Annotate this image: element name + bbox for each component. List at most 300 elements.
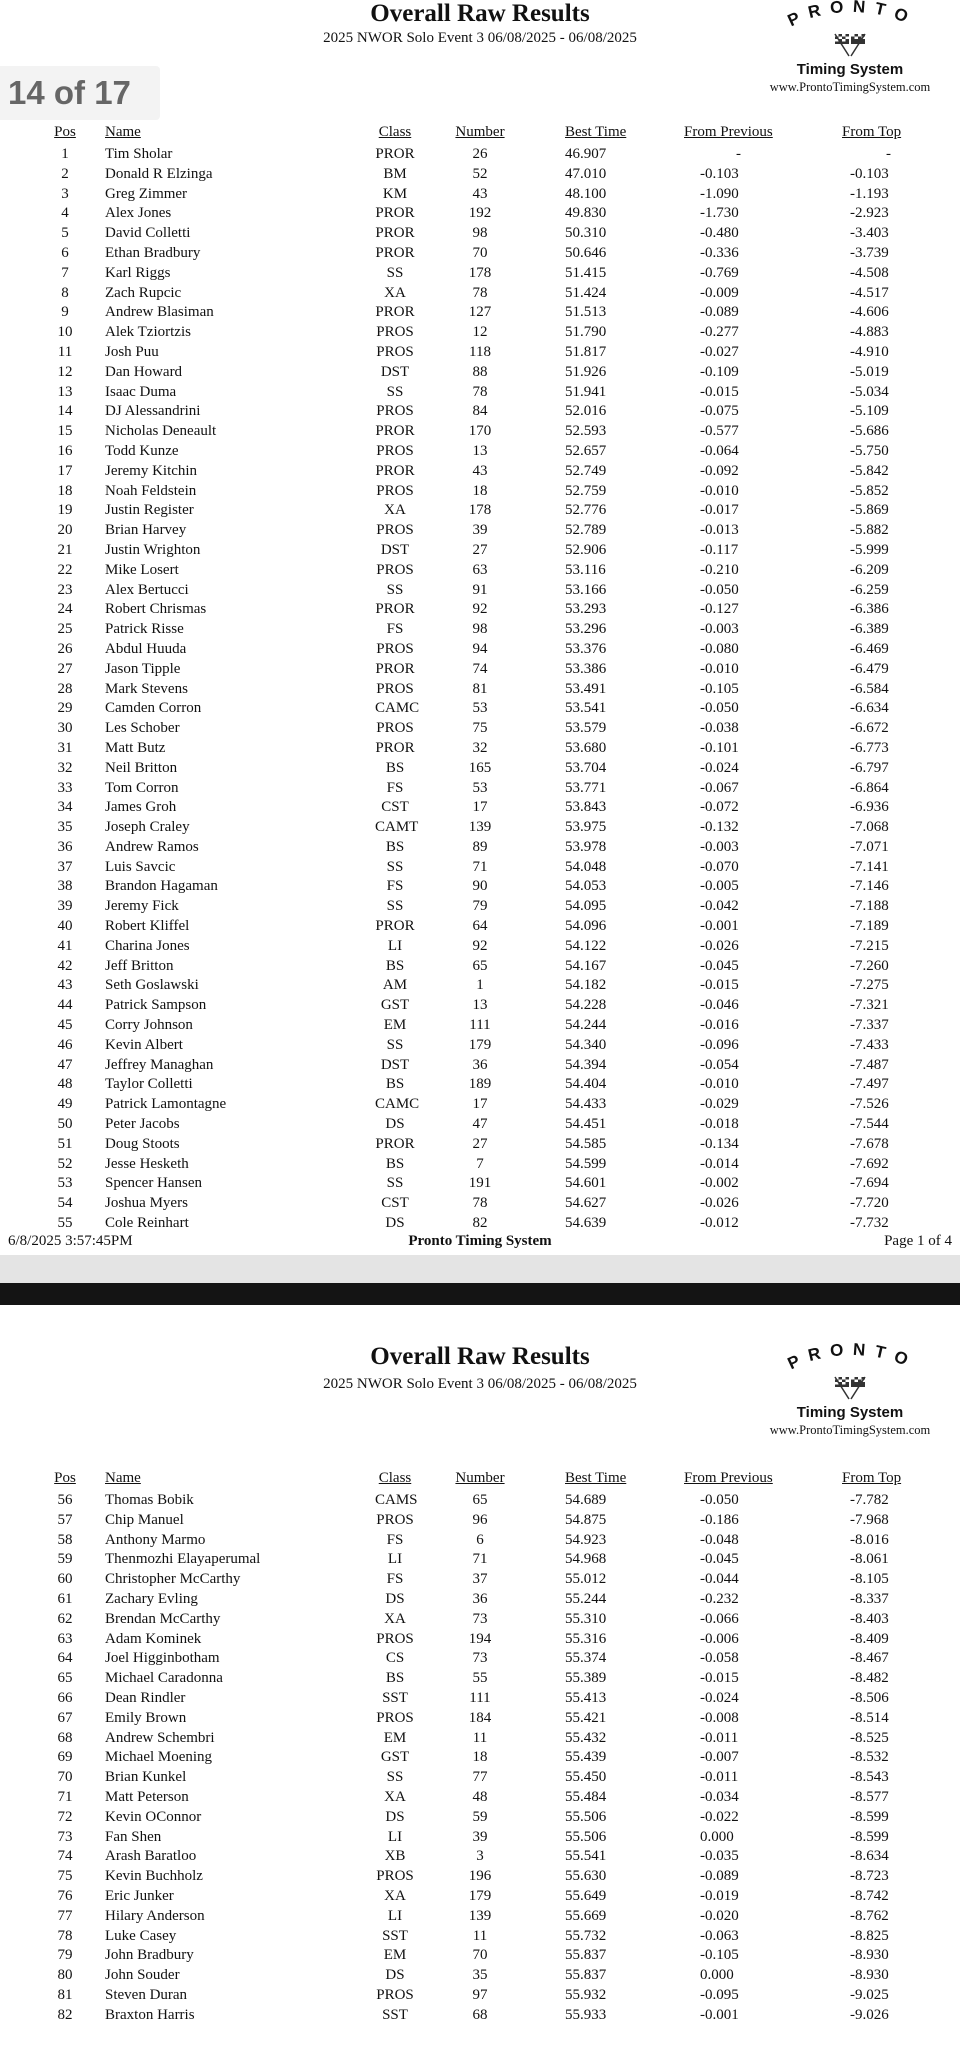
table-row — [0, 383, 960, 403]
number-cell: 64 — [472, 918, 488, 935]
table-row — [0, 343, 960, 363]
from-previous-cell: -0.012 — [700, 1215, 739, 1232]
class-cell: CAMC — [375, 700, 420, 717]
class-cell: EM — [383, 1947, 407, 1964]
table-row — [0, 1610, 960, 1630]
name-cell: Patrick Risse — [105, 621, 184, 638]
best-time-cell: 53.293 — [565, 601, 607, 618]
number-cell: 82 — [472, 1215, 488, 1232]
best-time-cell: 55.933 — [565, 2006, 607, 2023]
from-previous-cell: -0.101 — [700, 739, 739, 756]
number-cell: 98 — [472, 621, 488, 638]
from-previous-cell: -0.117 — [700, 541, 739, 558]
name-cell: Steven Duran — [105, 1986, 188, 2003]
name-cell: Luke Casey — [105, 1927, 177, 1944]
number-cell: 53 — [472, 700, 488, 717]
from-top-cell: -7.141 — [850, 858, 889, 875]
number-cell: 189 — [468, 1076, 492, 1093]
best-time-cell: 53.978 — [565, 838, 607, 855]
number-cell: 96 — [472, 1511, 488, 1528]
best-time-cell: 53.296 — [565, 621, 607, 638]
pos-cell: 73 — [57, 1828, 73, 1845]
from-previous-cell: -0.105 — [700, 680, 739, 697]
from-top-cell: -4.508 — [850, 264, 889, 281]
from-previous-cell: -0.050 — [700, 1492, 739, 1508]
pos-cell: 27 — [57, 660, 73, 677]
from-previous-cell: -0.013 — [700, 522, 739, 539]
pos-cell: 5 — [61, 225, 69, 242]
pos-cell: 25 — [57, 621, 73, 638]
from-top-cell: -7.732 — [850, 1215, 889, 1232]
name-cell: Peter Jacobs — [105, 1116, 180, 1133]
from-previous-cell: -0.210 — [700, 561, 739, 578]
table-row — [0, 501, 960, 521]
class-cell: PROR — [375, 660, 415, 677]
class-cell: PROR — [375, 423, 415, 440]
class-cell: CAMC — [375, 1096, 420, 1113]
class-cell: GST — [380, 1749, 410, 1766]
number-cell: 53 — [472, 779, 488, 796]
from-previous-cell: -0.063 — [700, 1927, 739, 1944]
checkered-flags-icon — [835, 34, 865, 56]
class-cell: AM — [382, 977, 408, 994]
footer-brand: Pronto Timing System — [408, 1233, 552, 1249]
from-top-cell: -6.209 — [850, 561, 889, 578]
class-cell: XA — [384, 502, 406, 519]
from-previous-cell: -0.089 — [700, 1868, 739, 1885]
from-previous-cell: -0.034 — [700, 1788, 739, 1805]
best-time-cell: 55.506 — [565, 1828, 607, 1845]
from-previous-cell: -0.016 — [700, 1017, 739, 1034]
table-row — [0, 1907, 960, 1927]
number-cell: 37 — [472, 1571, 488, 1588]
table-row — [0, 838, 960, 858]
name-cell: Jeffrey Managhan — [105, 1056, 214, 1073]
header-class: Class — [378, 1470, 412, 1486]
class-cell: XA — [384, 1887, 406, 1904]
pos-cell: 46 — [57, 1036, 73, 1053]
number-cell: 178 — [468, 264, 492, 281]
name-cell: Brandon Hagaman — [105, 878, 218, 895]
from-previous-cell: -0.005 — [700, 878, 739, 895]
table-row — [0, 442, 960, 462]
table-row — [0, 1709, 960, 1729]
pos-cell: 72 — [57, 1808, 73, 1825]
table-row — [0, 640, 960, 660]
best-time-cell: 55.630 — [565, 1868, 607, 1885]
name-cell: Luis Savcic — [105, 858, 176, 875]
number-cell: 7 — [476, 1155, 484, 1172]
best-time-cell: 53.771 — [565, 779, 607, 796]
from-top-cell: -7.215 — [850, 937, 889, 954]
name-cell: Alex Jones — [105, 205, 172, 222]
pos-cell: 69 — [57, 1749, 73, 1766]
from-previous-cell: -0.014 — [700, 1155, 739, 1172]
best-time-cell: 54.689 — [565, 1492, 607, 1508]
class-cell: SS — [386, 383, 404, 400]
number-cell: 3 — [476, 1848, 484, 1865]
pos-cell: 26 — [57, 640, 73, 657]
from-top-cell: -5.750 — [850, 442, 889, 459]
number-cell: 71 — [472, 858, 488, 875]
from-previous-cell: -0.277 — [700, 324, 739, 341]
from-previous-cell: -0.011 — [700, 1729, 739, 1746]
best-time-cell: 55.484 — [565, 1788, 607, 1805]
table-row — [0, 323, 960, 343]
from-previous-cell: -0.080 — [700, 640, 739, 657]
from-previous-cell: -0.010 — [700, 482, 739, 499]
from-previous-cell: -0.092 — [700, 462, 739, 479]
number-cell: 90 — [472, 878, 488, 895]
class-cell: PROS — [376, 1986, 414, 2003]
number-cell: 194 — [468, 1630, 492, 1647]
class-cell: XB — [384, 1848, 406, 1865]
number-cell: 18 — [472, 1749, 488, 1766]
class-cell: FS — [386, 621, 404, 638]
from-previous-cell: -0.105 — [700, 1947, 739, 1964]
header-name: Name — [105, 1470, 141, 1486]
best-time-cell: 54.340 — [565, 1036, 607, 1053]
name-cell: Arash Baratloo — [105, 1848, 197, 1865]
class-cell: KM — [382, 185, 408, 202]
from-previous-cell: -0.109 — [700, 363, 739, 380]
best-time-cell: 52.759 — [565, 482, 607, 499]
class-cell: BM — [383, 165, 407, 182]
class-cell: DS — [385, 1590, 405, 1607]
number-cell: 77 — [472, 1769, 488, 1786]
name-cell: Matt Peterson — [105, 1788, 189, 1805]
page-divider — [0, 1283, 960, 1305]
best-time-cell: 55.374 — [565, 1650, 607, 1667]
from-top-cell: -6.479 — [850, 660, 889, 677]
name-cell: Michael Caradonna — [105, 1670, 223, 1687]
pos-cell: 49 — [57, 1096, 73, 1113]
pos-cell: 77 — [57, 1907, 73, 1924]
best-time-cell: 53.680 — [565, 739, 607, 756]
number-cell: 52 — [472, 165, 488, 182]
class-cell: BS — [385, 838, 405, 855]
table-row — [0, 1867, 960, 1887]
number-cell: 88 — [472, 363, 488, 380]
from-top-cell: -7.337 — [850, 1017, 889, 1034]
from-top-cell: -7.188 — [850, 898, 889, 915]
from-top-cell: -6.634 — [850, 700, 889, 717]
from-previous-cell: -1.090 — [700, 185, 739, 202]
name-cell: Kevin OConnor — [105, 1808, 202, 1825]
name-cell: Joshua Myers — [105, 1195, 188, 1212]
from-top-cell: -6.389 — [850, 621, 889, 638]
best-time-cell: 54.096 — [565, 918, 607, 935]
number-cell: 78 — [472, 383, 488, 400]
name-cell: Alex Bertucci — [105, 581, 189, 598]
from-previous-cell: -0.769 — [700, 264, 739, 281]
from-previous-cell: -0.008 — [700, 1709, 739, 1726]
best-time-cell: 55.421 — [565, 1709, 607, 1726]
best-time-cell: 52.789 — [565, 522, 607, 539]
name-cell: Charina Jones — [105, 937, 190, 954]
best-time-cell: 55.310 — [565, 1610, 607, 1627]
name-cell: Donald R Elzinga — [105, 165, 213, 182]
table-row — [0, 1194, 960, 1214]
table-row — [0, 1788, 960, 1808]
class-cell: DS — [385, 1116, 405, 1133]
header-from-previous: From Previous — [684, 1470, 773, 1486]
best-time-cell: 54.451 — [565, 1116, 607, 1133]
from-previous-cell: -0.066 — [700, 1610, 739, 1627]
table-row — [0, 402, 960, 422]
best-time-cell: 55.244 — [565, 1590, 607, 1607]
best-time-cell: 55.649 — [565, 1887, 607, 1904]
name-cell: Adam Kominek — [105, 1630, 202, 1647]
table-row — [0, 422, 960, 442]
pos-cell: 82 — [57, 2006, 73, 2023]
logo-tagline: Timing System — [796, 1404, 904, 1421]
number-cell: 178 — [468, 502, 492, 519]
class-cell: LI — [387, 1551, 403, 1568]
from-top-cell: -5.109 — [850, 403, 889, 420]
logo-url: www.ProntoTimingSystem.com — [769, 80, 931, 94]
header-number: Number — [455, 124, 505, 140]
number-cell: 18 — [472, 482, 488, 499]
number-cell: 84 — [472, 403, 488, 420]
name-cell: Abdul Huuda — [105, 640, 187, 657]
class-cell: PROR — [375, 918, 415, 935]
pos-cell: 60 — [57, 1571, 73, 1588]
from-previous-cell: -0.010 — [700, 1076, 739, 1093]
class-cell: XA — [384, 1610, 406, 1627]
from-top-cell: -7.544 — [850, 1116, 889, 1133]
from-previous-cell: -0.050 — [700, 581, 739, 598]
pos-cell: 29 — [57, 700, 73, 717]
from-top-cell: -8.634 — [850, 1848, 889, 1865]
best-time-cell: 54.601 — [565, 1175, 607, 1192]
from-top-cell: -6.797 — [850, 759, 889, 776]
name-cell: Justin Wrighton — [105, 541, 201, 558]
from-top-cell: -1.193 — [850, 185, 889, 202]
best-time-cell: 53.376 — [565, 640, 607, 657]
number-cell: 32 — [472, 739, 488, 756]
table-row — [0, 165, 960, 185]
table-row — [0, 957, 960, 977]
name-cell: Tom Corron — [105, 779, 179, 796]
from-top-cell: -7.260 — [850, 957, 889, 974]
number-cell: 59 — [472, 1808, 488, 1825]
table-row — [0, 996, 960, 1016]
class-cell: XA — [384, 284, 406, 301]
from-top-cell: -0.103 — [850, 165, 889, 182]
table-row — [0, 303, 960, 323]
from-previous-cell: -0.054 — [700, 1056, 739, 1073]
class-cell: PROS — [376, 1868, 414, 1885]
table-row — [0, 1511, 960, 1531]
table-row — [0, 204, 960, 224]
name-cell: Zach Rupcic — [105, 284, 182, 301]
number-cell: 78 — [472, 1195, 488, 1212]
from-top-cell: -7.782 — [850, 1492, 889, 1508]
from-top-cell: -6.469 — [850, 640, 889, 657]
best-time-cell: 53.843 — [565, 799, 607, 816]
number-cell: 191 — [468, 1175, 492, 1192]
pos-cell: 16 — [57, 442, 73, 459]
number-cell: 98 — [472, 225, 488, 242]
pos-cell: 75 — [57, 1868, 73, 1885]
from-previous-cell: -0.480 — [700, 225, 739, 242]
name-cell: Neil Britton — [105, 759, 178, 776]
number-cell: 17 — [472, 799, 488, 816]
table-row — [0, 1946, 960, 1966]
number-cell: 75 — [472, 720, 488, 737]
from-top-cell: -8.482 — [850, 1670, 889, 1687]
from-top-cell: -9.025 — [850, 1986, 889, 2003]
table-row — [0, 976, 960, 996]
from-top-cell: -7.720 — [850, 1195, 889, 1212]
table-row — [0, 1135, 960, 1155]
from-top-cell: -7.694 — [850, 1175, 889, 1192]
number-cell: 65 — [472, 957, 488, 974]
best-time-cell: 55.432 — [565, 1729, 607, 1746]
from-top-cell: -3.403 — [850, 225, 889, 242]
results-page-2 — [0, 1305, 960, 2047]
class-cell: PROR — [375, 1135, 415, 1152]
name-cell: Mike Losert — [105, 561, 179, 578]
number-cell: 179 — [468, 1887, 492, 1904]
table-row — [0, 1056, 960, 1076]
from-previous-cell: -0.010 — [700, 660, 739, 677]
from-top-cell: -8.467 — [850, 1650, 889, 1667]
name-cell: Patrick Sampson — [105, 997, 207, 1014]
table-row — [0, 1847, 960, 1867]
best-time-cell: 52.776 — [565, 502, 607, 519]
name-cell: David Colletti — [105, 225, 191, 242]
pos-cell: 55 — [57, 1215, 73, 1232]
from-top-cell: -8.016 — [850, 1531, 889, 1548]
table-row — [0, 482, 960, 502]
from-top-cell: -8.403 — [850, 1610, 889, 1627]
table-row — [0, 1729, 960, 1749]
from-previous-cell: -0.006 — [700, 1630, 739, 1647]
from-top-cell: -7.321 — [850, 997, 889, 1014]
best-time-cell: 54.167 — [565, 957, 607, 974]
number-cell: 79 — [472, 898, 488, 915]
pos-cell: 65 — [57, 1670, 73, 1687]
from-top-cell: -4.910 — [850, 343, 889, 360]
name-cell: Christopher McCarthy — [105, 1571, 241, 1588]
from-top-cell: -8.825 — [850, 1927, 889, 1944]
from-previous-cell: - — [736, 146, 741, 162]
class-cell: FS — [386, 1531, 404, 1548]
table-row — [0, 1155, 960, 1175]
name-cell: Isaac Duma — [105, 383, 177, 400]
number-cell: 70 — [472, 244, 488, 261]
name-cell: Robert Chrismas — [105, 601, 207, 618]
class-cell: PROR — [375, 225, 415, 242]
from-previous-cell: -0.186 — [700, 1511, 739, 1528]
image-page-counter: 14 of 17 — [0, 66, 160, 120]
class-cell: SS — [386, 898, 404, 915]
from-previous-cell: -0.132 — [700, 819, 739, 836]
best-time-cell: 54.404 — [565, 1076, 607, 1093]
from-top-cell: -3.739 — [850, 244, 889, 261]
from-top-cell: -8.409 — [850, 1630, 889, 1647]
table-row — [0, 1214, 960, 1234]
name-cell: Anthony Marmo — [105, 1531, 206, 1548]
pos-cell: 80 — [57, 1967, 73, 1984]
number-cell: 6 — [476, 1531, 484, 1548]
number-cell: 68 — [472, 2006, 488, 2023]
name-cell: Brendan McCarthy — [105, 1610, 221, 1627]
pos-cell: 74 — [57, 1848, 73, 1865]
pos-cell: 44 — [57, 997, 73, 1014]
table-row — [0, 1550, 960, 1570]
number-cell: 165 — [468, 759, 492, 776]
name-cell: Doug Stoots — [105, 1135, 180, 1152]
from-top-cell: -8.514 — [850, 1709, 889, 1726]
from-previous-cell: -0.042 — [700, 898, 739, 915]
number-cell: 111 — [469, 1689, 491, 1706]
class-cell: SS — [386, 1175, 404, 1192]
pos-cell: 7 — [61, 264, 69, 281]
report-title: Overall Raw Results — [370, 1343, 590, 1370]
best-time-cell: 52.906 — [565, 541, 607, 558]
from-previous-cell: -0.018 — [700, 1116, 739, 1133]
number-cell: 196 — [468, 1868, 492, 1885]
number-cell: 48 — [472, 1788, 488, 1805]
pos-cell: 11 — [57, 343, 73, 360]
from-previous-cell: -0.075 — [700, 403, 739, 420]
table-row — [0, 1630, 960, 1650]
pronto-logo — [755, 1343, 945, 1437]
svg-text:PRONTO — [785, 1343, 920, 1373]
table-row — [0, 1174, 960, 1194]
best-time-cell: 53.491 — [565, 680, 607, 697]
class-cell: BS — [385, 957, 405, 974]
pos-cell: 59 — [57, 1551, 73, 1568]
name-cell: Eric Junker — [105, 1887, 174, 1904]
pos-cell: 42 — [57, 957, 73, 974]
number-cell: 92 — [472, 937, 488, 954]
name-cell: Nicholas Deneault — [105, 423, 217, 440]
table-row — [0, 699, 960, 719]
class-cell: FS — [386, 1571, 404, 1588]
from-previous-cell: -0.134 — [700, 1135, 739, 1152]
name-cell: Andrew Schembri — [105, 1729, 215, 1746]
pos-cell: 10 — [57, 324, 73, 341]
from-previous-cell: -1.730 — [700, 205, 739, 222]
number-cell: 81 — [472, 680, 488, 697]
from-top-cell: -6.864 — [850, 779, 889, 796]
class-cell: SS — [386, 1769, 404, 1786]
best-time-cell: 51.415 — [565, 264, 607, 281]
pos-cell: 41 — [57, 937, 73, 954]
name-cell: Robert Kliffel — [105, 918, 190, 935]
from-top-cell: -8.506 — [850, 1689, 889, 1706]
name-cell: Todd Kunze — [105, 442, 179, 459]
number-cell: 26 — [472, 146, 488, 162]
from-previous-cell: -0.067 — [700, 779, 739, 796]
class-cell: SST — [382, 1927, 408, 1944]
pos-cell: 17 — [57, 462, 73, 479]
from-previous-cell: -0.044 — [700, 1571, 739, 1588]
number-cell: 92 — [472, 601, 488, 618]
table-row — [0, 521, 960, 541]
class-cell: PROS — [376, 561, 414, 578]
best-time-cell: 55.732 — [565, 1927, 607, 1944]
from-previous-cell: -0.011 — [700, 1769, 739, 1786]
from-previous-cell: -0.019 — [700, 1887, 739, 1904]
number-cell: 43 — [472, 185, 488, 202]
from-previous-cell: -0.336 — [700, 244, 739, 261]
class-cell: PROS — [376, 720, 414, 737]
